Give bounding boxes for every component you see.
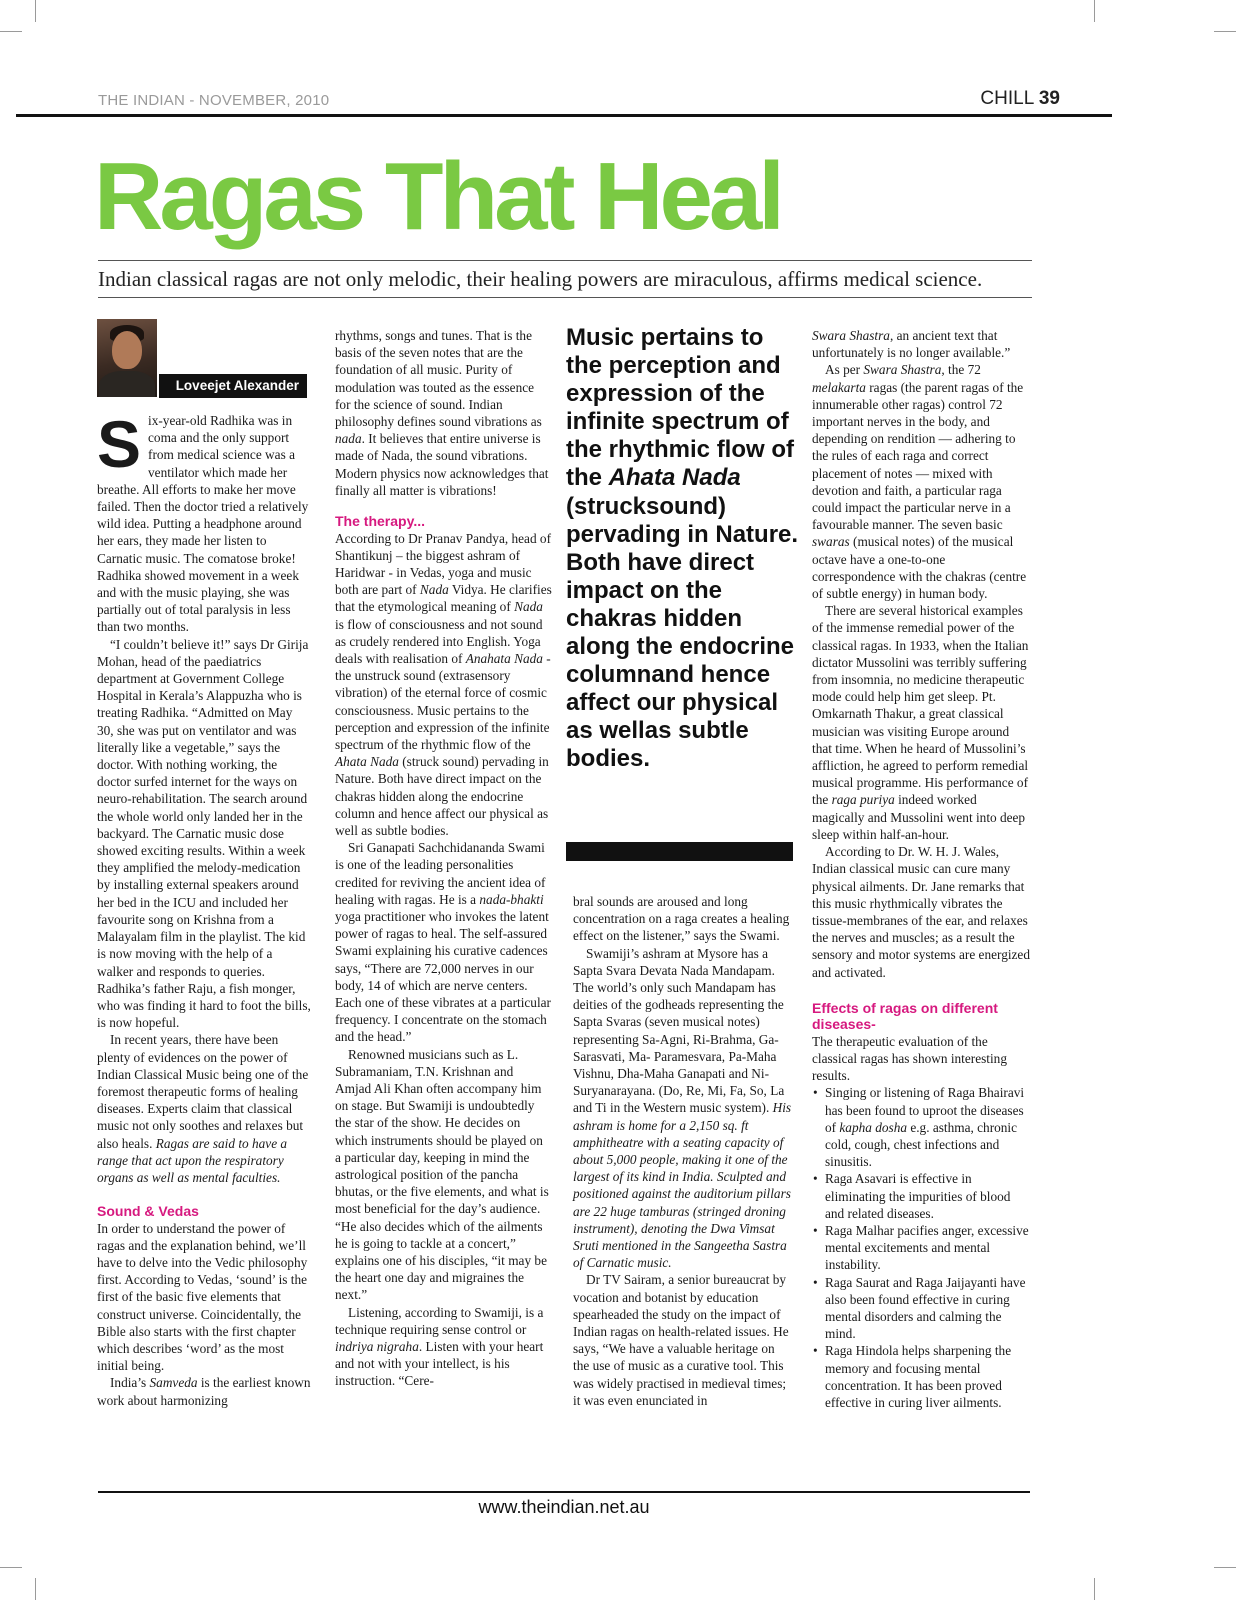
- deck-rule-top: [98, 260, 1032, 261]
- footer-rule: [98, 1491, 1030, 1493]
- publication-header: THE INDIAN - NOVEMBER, 2010: [98, 92, 330, 109]
- list-item: • Raga Hindola helps sharpening the memory and focusing mental concentration. It has been proved effective in curing liver ailments.: [825, 1342, 1032, 1411]
- body-paragraph: Dr TV Sairam, a senior bureaucrat by vocation and botanist by education spearheaded the study on the impact of Indian ragas on health-related issues. He says, “We have a valuable heritage on the use of music as a curative tool. This was widely practised in medieval times; it was even enunciated in: [573, 1272, 789, 1408]
- column-3: [573, 893, 793, 1409]
- list-item: • Raga Asavari is effective in eliminating the impurities of blood and related diseases.: [825, 1170, 1032, 1222]
- pull-quote-bar: [566, 842, 793, 861]
- body-paragraph: Listening, according to Swamiji, is a technique requiring sense control or indriya nigraha. Listen with your heart and not with your intellect, is his instruction. “Cere-: [335, 1304, 544, 1389]
- subhead-effects: Effects of ragas on different diseases-: [812, 999, 998, 1033]
- body-paragraph: India’s Samveda is the earliest known work about harmonizing: [97, 1375, 311, 1408]
- author-photo-face: [112, 331, 142, 369]
- page-number: 39: [1038, 88, 1060, 109]
- crop-mark: [0, 1567, 22, 1568]
- crop-mark: [35, 0, 36, 22]
- body-paragraph: Swara Shastra, an ancient text that unfortunately is no longer available.”: [812, 328, 1011, 361]
- body-paragraph: Swamiji’s ashram at Mysore has a Sapta Svara Devata Nada Mandapam. The world’s only such Mandapam has deities of the godheads representing the Sapta Svaras (seven musical notes) representing Sa-Agni, Ri-Brahma, Ga-Sarasvati, Ma- Paramesvara, Pa-Maha Vishnu, Dha-Maha Ganapati and Ni-Suryanarayana. (Do, Re, Mi, Fa, So, La and Ti in the Western music system). His ashram is home for a 2,150 sq. ft amphitheatre with a seating capacity of about 5,000 people, making it one of the largest of its kind in India. Sculpted and positioned against the auditorium pillars are 22 huge tamburas (stringed droning instrument), denoting the Dwa Vimsat Sruti mentioned in the Sangeetha Sastra of Carnatic music.: [573, 945, 792, 1271]
- crop-mark: [1214, 31, 1236, 32]
- list-item: • Raga Saurat and Raga Jaijayanti have also been found effective in curing mental disorders and calming the mind.: [825, 1274, 1032, 1343]
- crop-mark: [0, 31, 22, 32]
- section-page-header: [960, 88, 1060, 110]
- body-paragraph: There are several historical examples of the immense remedial power of the classical ragas. In 1933, when the Italian dictator Mussolini was terribly suffering from insomnia, no medicine therapeutic mode could help him get sleep. Pt. Omkarnath Thakur, a great classical musician was visiting Europe around that time. When he heard of Mussolini’s affliction, he agreed to perform remedial musical programme. His performance of the raga puriya indeed worked magically and Mussolini went into deep sleep within half-an-hour.: [812, 603, 1029, 842]
- drop-cap: S: [97, 407, 142, 481]
- body-paragraph: The therapeutic evaluation of the classical ragas has shown interesting results.: [812, 1033, 1007, 1084]
- body-paragraph: In order to understand the power of ragas and the explanation behind, we’ll have to delve into the Vedic philosophy first. According to Vedas, ‘sound’ is the first of the basic five elements that construct universe. Coincidentally, the Bible also starts with the first chapter which describes ‘word’ as the most initial being.: [97, 1220, 308, 1374]
- body-paragraph: In recent years, there have been plenty of evidences on the power of Indian Classical Music being one of the foremost therapeutic forms of healing diseases. Experts claim that classical music not only soothes and relaxes but also heals. Ragas are said to have a range that act upon the respiratory organs as well as mental faculties.: [97, 1032, 309, 1185]
- crop-mark: [1094, 1578, 1095, 1600]
- body-paragraph: As per Swara Shastra, the 72 melakarta ragas (the parent ragas of the innumerable other ragas) control 72 important nerves in the body, and depending on rendition — adhering to the rules of each raga and correct placement of notes — mixed with devotion and faith, a particular raga could impact the particular nerve in a favourable manner. The seven basic swaras (musical notes) of the musical octave have a one-to-one correspondence with the chakras (centre of subtle energy) in human body.: [812, 362, 1027, 602]
- body-paragraph: Renowned musicians such as L. Subramaniam, T.N. Krishnan and Amjad Ali Khan often accompany him on stage. But Swamiji is undoubtedly the star of the show. He decides on which instruments should be played on a particular day, keeping in mind the astrological position of the pancha bhutas, or the five elements, and what is most beneficial for the day’s audience. “He also decides which of the ailments he is going to tackle at a concert,” explains one of his disciples, “it may be the heart one day and migraines the next.”: [335, 1046, 549, 1303]
- section-name: CHILL: [980, 88, 1034, 109]
- body-paragraph: “I couldn’t believe it!” says Dr Girija Mohan, head of the paediatrics department at Government College Hospital in Kerala’s Alappuzha who is treating Radhika. “Admitted on May 30, she was put on ventilator and was literally like a vegetable,” says the doctor. With nothing working, the doctor surfed internet for the ways on neuro-rehabilitation. The search around the whole world only landed her in the backyard. The Carnatic music dose showed exciting results. Within a week they amplified the melody-medication by installing external speakers around her bed in the ICU and included her favourite song on Krishna from a Malayalam film in the playlist. The kid is now moving with the help of a walker and responds to queries. Radhika’s father Raju, a fish monger, who was finding it hard to foot the bills, is now hopeful.: [97, 636, 311, 1031]
- crop-mark: [35, 1578, 36, 1600]
- body-paragraph: Sri Ganapati Sachchidananda Swami is one of the leading personalities credited for reviving the ancient idea of healing with ragas. He is a nada-bhakti yoga practitioner who invokes the latent power of ragas to heal. The self-assured Swami explaining his curative cadences says, “There are 72,000 nerves in our body, 14 of which are nerve centers. Each one of these vibrates at a particular frequency. I concentrate on the stomach and the head.”: [335, 840, 551, 1045]
- subhead-sound-vedas: Sound & Vedas: [97, 1203, 199, 1220]
- effects-list: [812, 1084, 1032, 1411]
- column-2: [335, 327, 552, 1390]
- article-title: Ragas That Heal: [94, 143, 781, 250]
- article-deck: Indian classical ragas are not only melodic, their healing powers are miraculous, affirms medical science.: [98, 267, 983, 291]
- author-block: [97, 319, 311, 399]
- subhead-therapy: The therapy...: [335, 513, 425, 530]
- body-paragraph: rhythms, songs and tunes. That is the basis of the seven notes that are the foundation of all music. Purity of modulation was touted as the essence for the science of sound. Indian philosophy defines sound vibrations as nada. It believes that entire universe is made of Nada, the sound vibrations. Modern physics now acknowledges that finally all matter is vibrations!: [335, 328, 549, 498]
- body-paragraph: bral sounds are aroused and long concentration on a raga creates a healing effect on the listener,” says the Swami.: [573, 894, 790, 944]
- author-photo: [97, 319, 157, 397]
- column-4: [812, 327, 1032, 1411]
- crop-mark: [1214, 1567, 1236, 1568]
- body-paragraph: According to Dr Pranav Pandya, head of Shantikunj – the biggest ashram of Haridwar - in Vedas, yoga and music both are part of Nada Vidya. He clarifies that the etymological meaning of Nada is flow of consciousness and not sound as crudely rendered into English. Yoga deals with realisation of Anahata Nada - the unstruck sound (extrasensory vibration) of the eternal force of cosmic consciousness. Music pertains to the perception and expression of the infinite spectrum of the rhythmic flow of the Ahata Nada (struck sound) pervading in Nature. Both have direct impact on the chakras hidden along the endocrine column and hence affect our physical as well as subtle bodies.: [335, 530, 552, 838]
- header-rule: [16, 114, 1112, 117]
- body-paragraph: According to Dr. W. H. J. Wales, Indian classical music can cure many physical ailments. Dr. Jane remarks that this music rhythmically vibrates the tissue-membranes of the ear, and relaxes the nerves and muscles; as a result the sensory and motor systems are energized and activated.: [812, 844, 1030, 980]
- body-paragraph: Six-year-old Radhika was in coma and the only support from medical science was a ventilator which made her breathe. All efforts to make her move failed. Then the doctor tried a relatively wild idea. Putting a headphone around her ears, they made her listen to Carnatic music. The comatose broke! Radhika showed movement in a week and with the music playing, she was partially out of total paralysis in less than two months.: [97, 407, 309, 635]
- list-item: • Singing or listening of Raga Bhairavi has been found to uproot the diseases of kapha dosha e.g. asthma, chronic cold, cough, chest infections and sinusitis.: [825, 1084, 1032, 1170]
- author-photo-shoulders: [99, 371, 155, 397]
- author-name: Loveejet Alexander: [159, 374, 307, 398]
- pull-quote: Music pertains to the perception and expression of the infinite spectrum of the rhythmic flow of the Ahata Nada (strucksound) pervading in Nature. Both have direct impact on the chakras hidden along the endocrine columnand hence affect our physical as wellas subtle bodies.: [566, 324, 799, 773]
- list-item: • Raga Malhar pacifies anger, excessive mental excitements and mental instability.: [825, 1222, 1032, 1274]
- footer-url: www.theindian.net.au: [478, 1497, 650, 1517]
- crop-mark: [1094, 0, 1095, 22]
- deck-rule-bottom: [98, 297, 1032, 298]
- column-1: [97, 319, 311, 1409]
